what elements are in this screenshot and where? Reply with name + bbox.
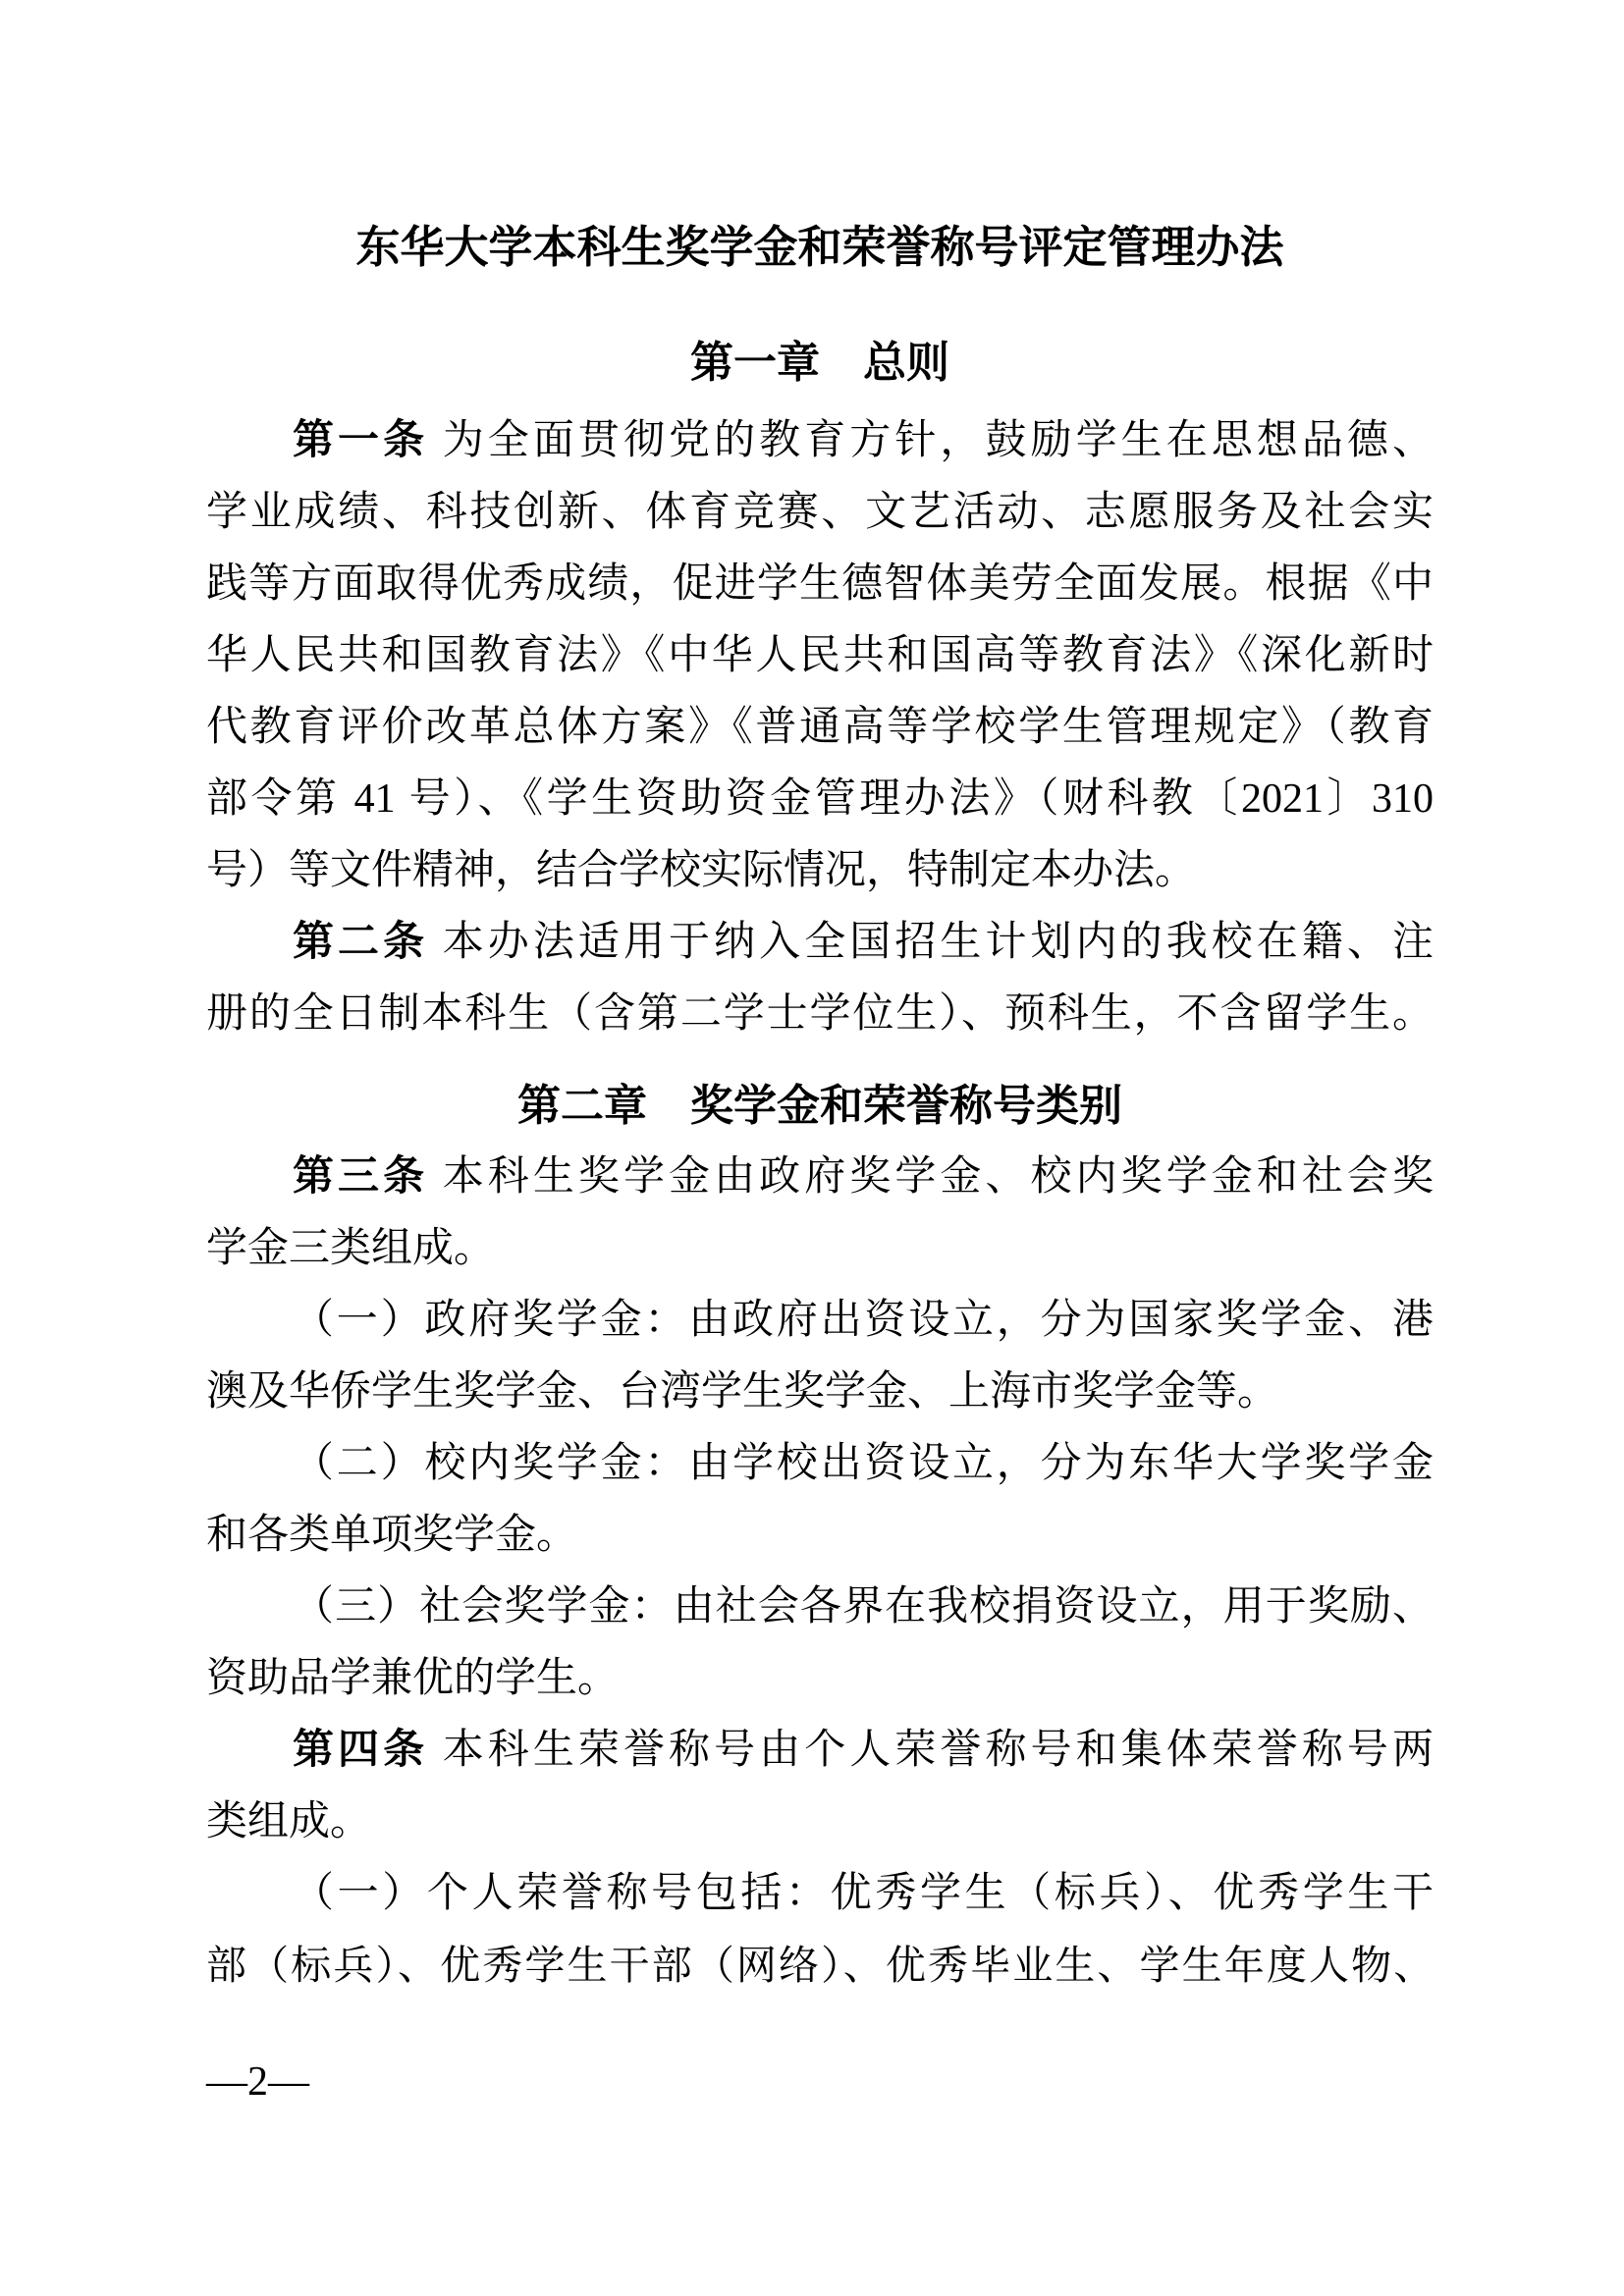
article-number: 第三条 xyxy=(293,1154,429,1200)
text-line: 代教育评价改革总体方案》《普通高等学校学生管理规定》（教育 xyxy=(206,705,1434,750)
text-line: （一）政府奖学金：由政府出资设立，分为国家奖学金、港 xyxy=(293,1298,1434,1343)
text-line: 学金三类组成。 xyxy=(206,1226,496,1271)
text-line: （三）社会奖学金：由社会各界在我校捐资设立，用于奖励、 xyxy=(293,1584,1434,1629)
text-line: 号）等文件精神，结合学校实际情况，特制定本办法。 xyxy=(206,848,1197,893)
article-number: 第二条 xyxy=(293,920,429,965)
article-number: 第四条 xyxy=(293,1728,429,1773)
article-number: 第一条 xyxy=(293,418,429,463)
text-line: 第一条 为全面贯彻党的教育方针，鼓励学生在思想品德、 xyxy=(293,418,1434,463)
text-line: 第三条 本科生奖学金由政府奖学金、校内奖学金和社会奖 xyxy=(293,1154,1434,1200)
text-line: 资助品学兼优的学生。 xyxy=(206,1656,620,1701)
chapter-heading: 第一章 总则 xyxy=(690,339,949,387)
text-line: （一）个人荣誉称号包括：优秀学生（标兵）、优秀学生干 xyxy=(293,1871,1434,1916)
chapter-heading: 第二章 奖学金和荣誉称号类别 xyxy=(517,1082,1122,1130)
text-line: 部令第 41 号）、《学生资助资金管理办法》（财科教〔2021〕310 xyxy=(206,776,1434,822)
text-line: 第四条 本科生荣誉称号由个人荣誉称号和集体荣誉称号两 xyxy=(293,1728,1434,1773)
text-line: 华人民共和国教育法》《中华人民共和国高等教育法》《深化新时 xyxy=(206,633,1434,678)
text-line: 和各类单项奖学金。 xyxy=(206,1513,578,1558)
text-line: 践等方面取得优秀成绩，促进学生德智体美劳全面发展。根据《中 xyxy=(206,561,1434,607)
text-line: 澳及华侨学生奖学金、台湾学生奖学金、上海市奖学金等。 xyxy=(206,1369,1279,1415)
document-title: 东华大学本科生奖学金和荣誉称号评定管理办法 xyxy=(355,223,1284,272)
document-content xyxy=(206,218,1434,2107)
text-line: 册的全日制本科生（含第二学士学位生）、预科生，不含留学生。 xyxy=(206,991,1434,1037)
text-line: 类组成。 xyxy=(206,1799,372,1844)
text-line: 学业成绩、科技创新、体育竞赛、文艺活动、志愿服务及社会实 xyxy=(206,490,1434,535)
text-line: 部（标兵）、优秀学生干部（网络）、优秀毕业生、学生年度人物、 xyxy=(206,1943,1434,1988)
text-line: （二）校内奖学金：由学校出资设立，分为东华大学奖学金 xyxy=(293,1441,1434,1486)
text-line: 第二条 本办法适用于纳入全国招生计划内的我校在籍、注 xyxy=(293,920,1434,965)
page-number: —2— xyxy=(206,2059,309,2105)
document-body xyxy=(206,327,1434,2002)
